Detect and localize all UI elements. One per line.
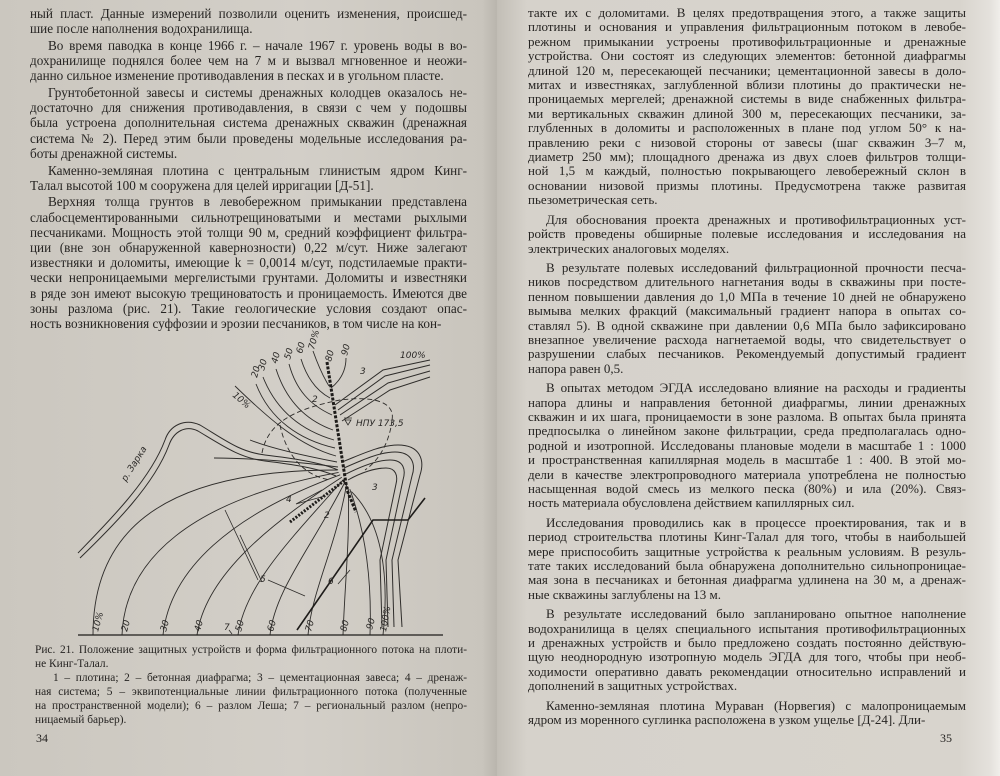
right-bank-contours — [335, 360, 430, 627]
text-line: скважин и их шага, проницаемости в зоне разлома. В опытах была принята — [528, 408, 966, 424]
marker-7: 7 — [224, 623, 230, 633]
text-line: ми вертикальных скважин длиной 300 м, пересекающих песчаники, за- — [528, 105, 966, 121]
text-line: период строительства плотины Кинг-Талал для того, чтобы в наибольшей — [528, 529, 966, 545]
text-line: Исследования проводились как в процессе проектирования, так и в — [546, 514, 966, 530]
equipotential-line — [235, 386, 336, 456]
top-contour-labels — [230, 329, 426, 411]
text-line: вымыва мелких фракций (максимальный градиент напора в опытах со- — [528, 303, 966, 319]
page-number-left: 34 — [36, 731, 48, 745]
text-line: на пространственной модели); 6 – разлом Леша; 7 – региональный разлом (непро- — [35, 700, 467, 712]
marker-6: 6 — [328, 577, 334, 587]
paragraph — [35, 643, 467, 671]
marker-3: 3 — [372, 483, 378, 493]
dashed-boundaries — [262, 399, 392, 480]
figure-caption — [35, 643, 467, 727]
label-bottom-90: 90 — [365, 617, 378, 631]
text-line: в ряде зон имеют высокую трещиноватость и проницаемость. Имеются две — [30, 285, 467, 301]
text-line: ников посредством длительного нагнетания воды в скважины при посте- — [528, 274, 966, 290]
text-line: чески непроницаемыми мергелистыми грунтами. Доломиты и известняки — [30, 270, 467, 286]
text-line: пьезометрическая сеть. — [528, 192, 658, 208]
text-line: В результате исследований было запланировано опытное наполнение — [546, 606, 966, 622]
label-bottom-30: 30 — [159, 619, 172, 633]
text-line: ной 1,5 м каждый, полностью покрывающего левобережный склон в — [528, 163, 966, 179]
text-line: мая зона в песчаниках и бетонная диафрагма удлинена на 30 м, а дренаж- — [528, 572, 966, 588]
marker-2: 2 — [324, 511, 330, 521]
paragraph — [528, 381, 966, 511]
text-line: Грунтобетонной завесы и системы дренажных колодцев оказалось не- — [48, 85, 467, 101]
text-line: предпосылка о линейном законе фильтрации, среда предполагалась одно- — [528, 423, 966, 439]
text-line: напора длины и направления бетонной диафрагмы, линии дренажных — [528, 394, 966, 410]
text-line: ходимости оперативно давать рекомендации относительно исправлений и — [528, 663, 966, 679]
label-bottom-20: 20 — [120, 619, 133, 633]
paragraph — [528, 261, 966, 376]
text-line: и дренажных устройств и было предложено создать постоянно действую- — [528, 635, 966, 651]
paragraph — [528, 213, 966, 256]
label-bottom-40: 40 — [193, 619, 206, 633]
text-line: электрических аналоговых моделях. — [528, 240, 730, 256]
text-line: Каменно-земляная плотина Мураван (Норвегия) с малопроницаемым — [546, 697, 966, 713]
text-line: шие после наполнения водохранилища. — [30, 21, 253, 37]
text-line: Талал высотой 100 м сооружена для целей ирригации [Д-51]. — [30, 177, 374, 193]
text-line: ные скважины заглублены на 13 м. — [528, 586, 722, 602]
text-line: дохранилище поднялся более чем на 7 м и вызвал мгновенное и неожи- — [30, 53, 467, 69]
label-top-60: 60 — [295, 341, 308, 355]
text-line: боты дренажной системы. — [30, 145, 178, 161]
label-top-80: 80 — [324, 349, 337, 363]
label-top-100: 100% — [400, 351, 426, 361]
label-bottom-100: 100% — [379, 605, 394, 633]
text-line: Каменно-земляная плотина с центральным глинистым ядром Кинг- — [48, 162, 467, 178]
bottom-contour-labels — [91, 605, 393, 632]
npu-label: НПУ 173,5 — [356, 419, 404, 429]
text-line: ядром из моренного суглинка расположена в узком ущелье [Д-24]. Дли- — [528, 712, 926, 728]
label-bottom-10: 10% — [91, 610, 107, 633]
text-line: режном примыкании устроены противофильтрационные и дренажные — [528, 33, 966, 49]
equipotential-line — [289, 364, 332, 415]
fault-lesha-line — [297, 498, 425, 633]
text-line: не Кинг-Талал. — [35, 658, 109, 670]
contour-line — [342, 445, 422, 627]
text-line: Верхняя толща грунтов в левобережном примыкании представлена — [48, 194, 467, 210]
text-line: водохранилища в целях специального испытания противофильтрационных — [528, 620, 966, 636]
equipotential-line — [122, 472, 339, 635]
text-line: разрушении слабых песчаников. Рекомендуемый допустимый градиент — [528, 346, 966, 362]
equipotential-line — [301, 359, 330, 398]
river-label: р. Зарка — [120, 444, 150, 484]
label-top-50: 50 — [283, 347, 296, 361]
text-line: насыщенная водой смесь из мелкого песка (80%) и ила (20%). Связ- — [528, 481, 966, 496]
text-line: зоны разлома (рис. 21). Такие геологические условия создают опас- — [30, 300, 467, 316]
equipotential-line — [308, 484, 347, 635]
text-line: плотины и основания и управления фильтрационным потоком в левобе- — [528, 19, 966, 35]
contour-line — [335, 360, 430, 405]
label-top-90: 90 — [340, 343, 353, 357]
right-page-body-text — [528, 6, 966, 728]
text-line: устройства. Они состоят из следующих элементов: бетонной диафрагмы — [528, 48, 966, 64]
text-line: В результате полевых исследований фильтрационной прочности песча- — [546, 259, 966, 275]
text-line: и пространственная капиллярная модель в масштабе 1 : 400. В этой мо- — [528, 452, 966, 468]
paragraph — [528, 699, 966, 728]
text-line: мере приспособить защитные устройства к реальным условиям. В резуль- — [528, 543, 966, 559]
text-line: щую неоднородную изотропную модель ЭГДА для того, чтобы при необ- — [528, 649, 966, 665]
text-line: Рис. 21. Положение защитных устройств и форма фильтрационного потока на плоти- — [35, 644, 467, 656]
text-line: ницаемый барьер). — [35, 714, 127, 726]
paragraph — [528, 516, 966, 602]
paragraph — [35, 671, 467, 727]
label-top-30: 30 — [257, 358, 270, 372]
text-line: ность возникновения суффозии и эрозии песчаников, в том числе на кон- — [30, 316, 442, 332]
label-top-70: 70% — [307, 328, 323, 351]
text-line: проницаемых мергелей; дренажной системы в виде снабженных фильтра- — [528, 91, 966, 107]
text-line: ройств проведены обширные полевые исследования и исследования на — [528, 226, 966, 242]
text-line: ная система; 5 – эквипотенциальные линии фильтрационного потока (полученные — [35, 686, 467, 698]
text-line: 1 – плотина; 2 – бетонная диафрагма; 3 – цементационная завеса; 4 – дренаж- — [53, 672, 467, 684]
text-line: В опытах методом ЭГДА исследовано влияние на расходы и градиенты — [546, 380, 966, 396]
equipotential-line — [350, 489, 371, 635]
text-line: дополнений в защитных устройствах. — [528, 678, 738, 694]
text-line: глубленных в доломиты и расположенных в плане под углом 50° к на- — [528, 120, 966, 136]
paragraph — [528, 607, 966, 693]
label-bottom-60: 60 — [266, 619, 279, 633]
text-line: родной и изотропной. Исследованы плановые модели в масштабе 1 : 1000 — [528, 437, 966, 453]
text-line: такте их с доломитами. В целях предотвращения этого, а также защиты — [528, 5, 966, 20]
river-bank-line — [78, 422, 338, 553]
text-line: внезапное увеличение расхода нагнетаемой воды, что свидетельствует о — [528, 331, 966, 347]
marker-3: 3 — [360, 367, 366, 377]
text-line: длиной 120 м, пересекающей песчаники; цементационной завесы в доло- — [528, 62, 966, 78]
text-line: известняки и доломиты, имеющие k = 0,0014 м/сут, подстилаемые практи- — [30, 255, 467, 271]
text-line: диаметр 250 мм); площадного дренажа из двух слоев фильтров толщи- — [528, 149, 966, 165]
text-line: слабосцементированными сильнотрещиноватыми и местами рыхлыми — [30, 209, 467, 225]
paragraph — [528, 6, 966, 208]
text-line: правлению реки с низовой стороны от завесы (шаг скважин 3–7 м, — [528, 134, 966, 150]
label-bottom-70: 70 — [304, 619, 317, 633]
text-line: данно сильное изменение противодавления в песках и в угольном пласте. — [30, 68, 444, 84]
label-top-10: 10% — [230, 390, 252, 412]
label-top-20: 20 — [250, 365, 263, 379]
label-bottom-50: 50 — [234, 619, 247, 633]
text-line: ции (вне зон обнаруженной кавернозности) 0,22 м/сут. Ниже залегают — [30, 240, 467, 256]
equipotential-line — [93, 470, 337, 635]
text-line: ный пласт. Данные измерений позволили оценить изменения, происшед- — [30, 6, 467, 21]
text-line: напора равен 0,5. — [528, 360, 624, 376]
text-line: система № 2). Перед этим были проведены модельные исследования ра- — [30, 130, 467, 146]
text-line: основании низовой призмы плотины. Предусмотрена также развитая — [528, 177, 966, 193]
text-line: была устроена дополнительная система дренажных скважин (дренажная — [30, 115, 467, 131]
text-line: дели в качестве электропроводного материала употреблена не полностью — [528, 466, 966, 482]
text-line: ставлял 5). В одной скважине при давлении 0,6 МПа было зафиксировано — [528, 317, 966, 333]
text-line: Для обоснования проекта дренажных и противофильтрационных уст- — [546, 211, 966, 227]
text-line: тате таких исследований была обнаружена дополнительно сильнопроницае- — [528, 558, 966, 574]
text-line: достаточно для снижения противодавления, в связи с чем у подошвы — [30, 100, 467, 116]
marker-5: 5 — [260, 575, 266, 585]
equipotential-lines-upper — [214, 351, 346, 467]
marker-4: 4 — [286, 495, 292, 505]
river-bank-line — [80, 429, 336, 558]
page-number-right: 35 — [940, 731, 952, 745]
equipotential-line — [270, 482, 345, 635]
text-line: пенном повышении давления до 1,0 МПа в течение 10 дней не обнаружено — [528, 288, 966, 304]
label-top-40: 40 — [270, 351, 283, 365]
text-line: Во время паводка в конце 1966 г. – начале 1967 г. уровень воды в во- — [48, 37, 467, 53]
drainage-system-line — [290, 480, 345, 522]
marker-2: 2 — [312, 395, 318, 405]
text-line: ность материала обусловлена действием капиллярных сил. — [528, 495, 855, 511]
text-line: песчаниками. Мощность этой толщи 90 м, средний коэффициент фильтра- — [30, 224, 467, 240]
label-bottom-80: 80 — [339, 619, 352, 633]
text-line: митах и известняках, заглубленной вблизи плотины до практически не- — [528, 77, 966, 93]
equipotential-lines-lower — [93, 470, 385, 635]
river-zarka — [78, 422, 338, 558]
